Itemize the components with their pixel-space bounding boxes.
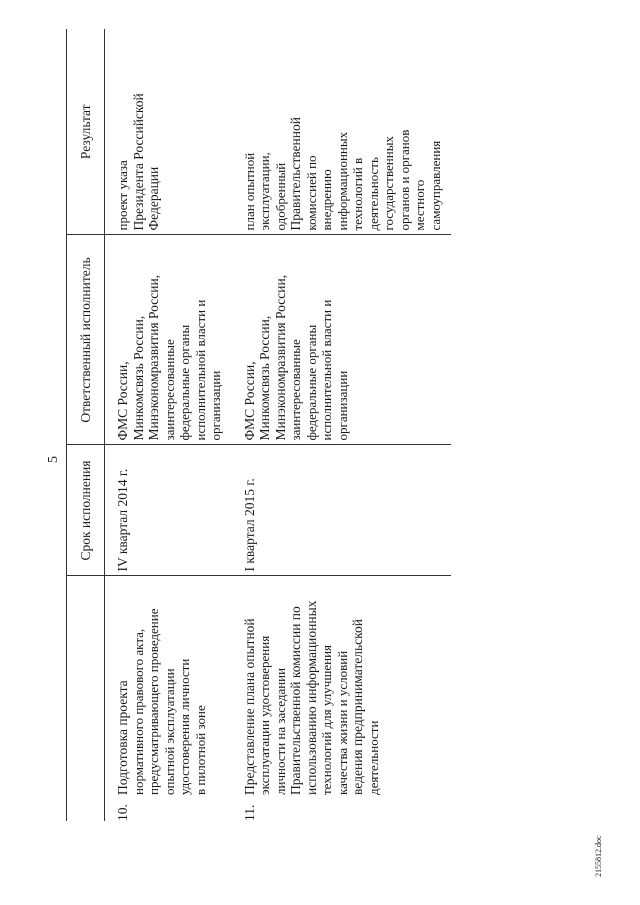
executor-line: Минэкономразвития России, xyxy=(146,274,161,441)
action-line: в пилотной зоне xyxy=(192,705,208,795)
row-result-cell xyxy=(232,29,452,235)
executor-line: федеральные органы xyxy=(303,324,319,441)
result-line: информационных xyxy=(334,131,350,231)
executor-line: ФМС России, xyxy=(115,361,130,441)
table-row xyxy=(232,29,452,821)
result-line: технологий в xyxy=(350,157,365,231)
action-line: личности на заседании xyxy=(272,667,288,795)
result-line: местного xyxy=(412,179,427,231)
action-line: опытной эксплуатации xyxy=(161,668,177,795)
action-line: Представление плана опытной xyxy=(241,618,257,795)
action-line: эксплуатации удостоверения xyxy=(257,635,272,795)
result-line: внедрению xyxy=(319,169,334,231)
page-number: 5 xyxy=(46,456,61,463)
action-line: деятельности xyxy=(365,720,381,795)
row-number: 10. xyxy=(115,804,130,821)
result-line: Федерации xyxy=(146,166,161,231)
action-line: качества жизни и условий xyxy=(334,650,350,795)
action-line: удостоверения личности xyxy=(177,658,192,795)
executor-line: заинтересованные xyxy=(288,339,303,441)
action-line: Правительственной комиссии по xyxy=(288,606,303,795)
executor-line: федеральные органы xyxy=(177,324,192,441)
result-line: органов и органов xyxy=(396,129,412,231)
table-row xyxy=(105,29,232,821)
executor-line: Минкомсвязь России, xyxy=(130,315,146,441)
result-line: проект указа xyxy=(115,160,130,231)
header-result: Результат xyxy=(67,29,105,235)
row-deadline-cell: IV квартал 2014 г. xyxy=(105,445,232,576)
row-action-cell xyxy=(105,576,232,821)
row-executor-cell xyxy=(232,235,452,445)
result-line: план опытной xyxy=(241,152,257,231)
result-line: Правительственной xyxy=(288,117,303,231)
result-line: комиссией по xyxy=(303,155,319,231)
action-line: Подготовка проекта xyxy=(115,680,130,795)
result-line: Президента Российской xyxy=(130,93,146,231)
executor-line: организации xyxy=(208,370,223,441)
row-executor-cell xyxy=(105,235,232,445)
executor-line: заинтересованные xyxy=(161,339,177,441)
action-line: предусматривающего проведение xyxy=(146,608,161,795)
result-line: государственных xyxy=(381,136,396,231)
executor-line: Минэкономразвития России, xyxy=(272,274,288,441)
result-line: самоуправления xyxy=(427,140,443,231)
row-deadline-cell: I квартал 2015 г. xyxy=(232,445,452,576)
header-deadline: Срок исполнения xyxy=(67,445,105,576)
executor-line: исполнительной власти и xyxy=(319,299,334,441)
row-action-cell xyxy=(232,576,452,821)
executor-line: ФМС России, xyxy=(241,361,257,441)
executor-line: исполнительной власти и xyxy=(192,299,208,441)
executor-line: организации xyxy=(334,370,350,441)
row-result-cell xyxy=(105,29,232,235)
header-action xyxy=(67,576,105,821)
action-line: использованию информационных xyxy=(303,600,319,795)
header-executor: Ответственный исполнитель xyxy=(67,235,105,445)
executor-line: Минкомсвязь России, xyxy=(257,315,272,441)
table-header-row xyxy=(67,29,105,821)
row-number: 11. xyxy=(241,804,257,821)
action-line: ведения предпринимательской xyxy=(350,618,365,795)
document-filename: 2155812.doc xyxy=(594,835,603,877)
action-line: нормативного правового акта, xyxy=(130,628,146,795)
result-line: эксплуатации, xyxy=(257,152,272,231)
action-plan-table xyxy=(66,29,451,821)
action-line: технологий для улучшения xyxy=(319,644,334,795)
result-line: деятельность xyxy=(365,157,381,231)
result-line: одобренный xyxy=(272,162,288,231)
